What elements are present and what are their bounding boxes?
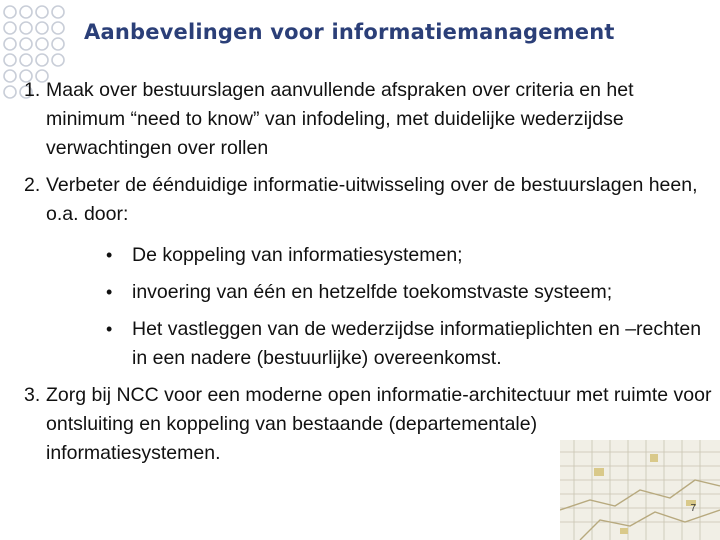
item-text: Maak over bestuurslagen aanvullende afspraken over criteria en het minimum “need to know” van infodeling, met duidelijke wederzijdse verwachtingen over rollen	[46, 79, 634, 159]
sub-bullet-text: Het vastleggen van de wederzijdse informatieplichten en –rechten in een nadere (bestuurlijke) overeenkomst.	[132, 318, 702, 369]
sub-bullet-item	[106, 278, 714, 307]
slide-title: Aanbevelingen voor informatiemanagement	[84, 20, 615, 44]
item-number: 3.	[24, 384, 41, 406]
sub-bullet-text: De koppeling van informatiesystemen;	[132, 244, 463, 266]
recommendation-item-1	[24, 76, 714, 163]
bullet-icon: •	[106, 282, 113, 302]
item-text: Verbeter de éénduidige informatie-uitwisseling over de bestuurslagen heen, o.a. door:	[46, 174, 698, 225]
item-number: 2.	[24, 174, 41, 196]
sub-bullet-text: invoering van één en hetzelfde toekomstvaste systeem;	[132, 281, 613, 303]
recommendation-item-3	[24, 381, 714, 468]
item-number: 1.	[24, 79, 41, 101]
recommendations-list	[24, 76, 714, 476]
page-number: 7	[690, 503, 696, 514]
recommendation-item-2	[24, 171, 714, 373]
sub-bullet-item	[106, 315, 714, 373]
bullet-icon: •	[106, 319, 113, 339]
item-text: Zorg bij NCC voor een moderne open informatie-architectuur met ruimte voor ontsluiting en koppeling van bestaande (departementale) informatiesystemen.	[46, 384, 712, 464]
sub-bullet-list	[46, 241, 714, 373]
sub-bullet-item	[106, 241, 714, 270]
bullet-icon: •	[106, 245, 113, 265]
